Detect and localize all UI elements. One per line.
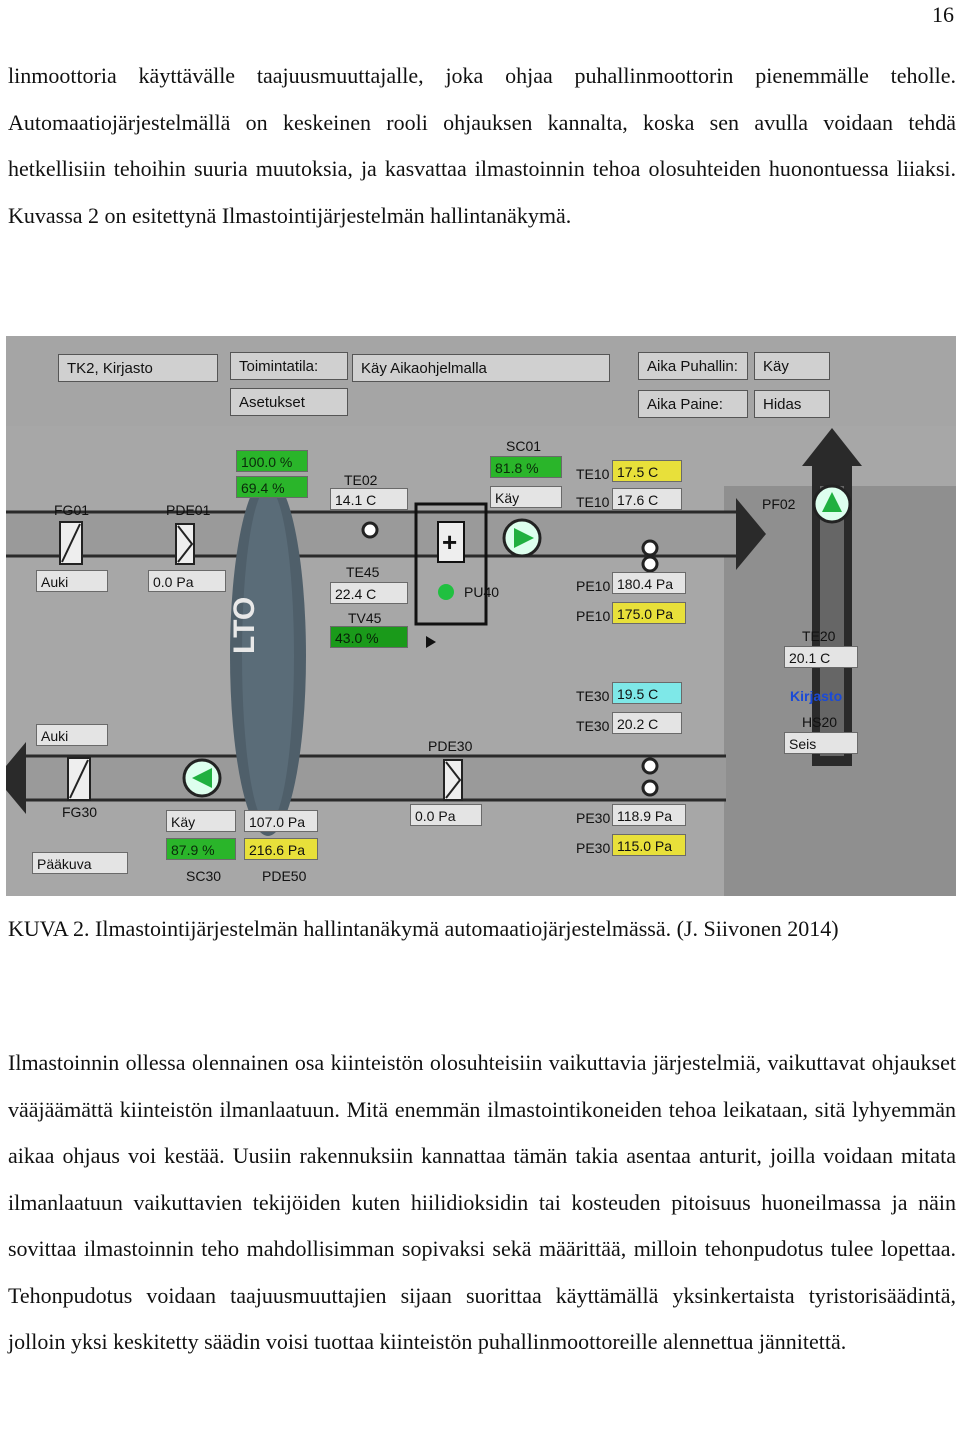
- pe30-value-2: 115.0 Pa: [612, 834, 686, 856]
- pde01-value: 0.0 Pa: [148, 570, 226, 592]
- pe30-tag-1: PE30: [576, 810, 611, 826]
- room-name: Kirjasto: [790, 688, 843, 704]
- pe10-tag-2: PE10: [576, 608, 611, 624]
- sc30-tag: SC30: [186, 868, 222, 884]
- te10-tag-1: TE10: [576, 466, 610, 482]
- fg30-status: Auki: [36, 724, 108, 746]
- hs20-value: Seis: [784, 732, 858, 754]
- pe30-sensor-icon: [643, 781, 657, 795]
- exhaust-duct: [26, 756, 726, 800]
- lto-label: LTO: [228, 596, 261, 654]
- hvac-control-screenshot: [6, 336, 956, 896]
- slow-time-label: Aika Paine:: [638, 390, 748, 418]
- te20-value: 20.1 C: [784, 646, 858, 668]
- mode-label: Toimintatila:: [230, 352, 348, 380]
- te30-value-1: 19.5 C: [612, 682, 682, 704]
- pe30-tag-2: PE30: [576, 840, 611, 856]
- fg01-status: Auki: [36, 570, 108, 592]
- fg01-tag: FG01: [54, 502, 90, 518]
- pe30-value-1: 118.9 Pa: [612, 804, 686, 826]
- te02-value: 14.1 C: [330, 488, 408, 510]
- tv45-value: 43.0 %: [330, 626, 408, 648]
- pf02-tag: PF02: [762, 496, 796, 512]
- pde01-tag: PDE01: [166, 502, 211, 518]
- hs20-tag: HS20: [802, 714, 838, 730]
- sc30-value: 87.9 %: [166, 838, 236, 860]
- te45-value: 22.4 C: [330, 582, 408, 604]
- paragraph-intro: linmoottoria käyttävälle taajuusmuuttajalle, joka ohjaa puhallinmoottorin pienemmälle teholle. Automaatiojärjestelmällä on keskeinen rooli ohjauksen kannalta, koska sen avulla voidaan tehdä hetkellisiin tehoihin suuria muutoksia, ja kasvattaa ilmastoinnin tehoa olosuhteiden huonontuessa liiaksi. Kuvassa 2 on esitettynä Ilmastointijärjestelmän hallintanäkymä.: [8, 63, 956, 228]
- tv45-tag: TV45: [348, 610, 382, 626]
- te02-sensor-icon: [363, 523, 377, 537]
- stack-arrow-icon: [802, 428, 862, 466]
- sc01-value: 81.8 %: [490, 456, 562, 478]
- svg-text:+: +: [442, 527, 458, 557]
- mode-value: Käy Aikaohjelmalla: [352, 354, 610, 382]
- te30-tag-2: TE30: [576, 718, 610, 734]
- fg30-tag: FG30: [62, 804, 98, 820]
- exhaust-arrow-icon: [6, 742, 26, 814]
- te10-value-1: 17.5 C: [612, 460, 682, 482]
- sc30-status: Käy: [166, 810, 236, 832]
- pde50-value-1: 107.0 Pa: [244, 810, 318, 832]
- pde50-value-2: 216.6 Pa: [244, 838, 318, 860]
- tv45-valve-icon: [426, 636, 436, 648]
- te10-value-2: 17.6 C: [612, 488, 682, 510]
- unit-name: TK2, Kirjasto: [58, 354, 218, 382]
- page-number: 16: [932, 2, 954, 27]
- te45-tag: TE45: [346, 564, 380, 580]
- pe10-sensor-icon: [643, 557, 657, 571]
- lto-value-1: 100.0 %: [236, 450, 308, 472]
- lto-value-2: 69.4 %: [236, 476, 308, 498]
- pu40-pump-icon: [438, 584, 454, 600]
- pe10-value-1: 180.4 Pa: [612, 572, 686, 594]
- sc01-status: Käy: [490, 486, 562, 508]
- te02-tag: TE02: [344, 472, 378, 488]
- paragraph-body: Ilmastoinnin ollessa olennainen osa kiinteistön olosuhteisiin vaikuttavia järjestelmiä, vaikuttavat ohjaukset vääjäämättä kiinteistön ilmanlaatuun. Mitä enemmän ilmastointikoneiden tehoa leikataan, sitä lyhyemmän aikaa ohjaus voi kestää. Uusiin rakennuksiin kannattaa tämän takia asentaa anturit, joilla voidaan mitata ilmanlaatuun vaikuttavien tekijöiden kuten hiilidioksidin tai kosteuden pitoisuus huoneilmassa ja näin sovittaa ilmastoinnin teho mahdollisimman sopivaksi sekä määrittää, milloin tehonpudotus tulee lopettaa. Tehonpudotus voidaan taajuusmuuttajien sijaan suorittaa käyttämällä yksinkertaista tyristorisäädintä, jolloin yksi keskitetty säädin voisi tuottaa kiinteistön puhallinmoottoreille alennettua jännitettä.: [8, 1050, 956, 1354]
- te30-value-2: 20.2 C: [612, 712, 682, 734]
- te20-tag: TE20: [802, 628, 836, 644]
- pde50-tag: PDE50: [262, 868, 307, 884]
- pe10-value-2: 175.0 Pa: [612, 602, 686, 624]
- sc01-tag: SC01: [506, 438, 542, 454]
- pe10-tag-1: PE10: [576, 578, 611, 594]
- pu40-tag: PU40: [464, 584, 500, 600]
- home-button[interactable]: Pääkuva: [32, 852, 128, 874]
- te30-tag-1: TE30: [576, 688, 610, 704]
- te30-sensor-icon: [643, 759, 657, 773]
- figure-caption: KUVA 2. Ilmastointijärjestelmän hallintanäkymä automaatiojärjestelmässä. (J. Siivonen 2014): [8, 916, 839, 941]
- slow-time-value: Hidas: [754, 390, 830, 418]
- te10-tag-2: TE10: [576, 494, 610, 510]
- fan-time-value: Käy: [754, 352, 830, 380]
- pde30-value: 0.0 Pa: [410, 804, 482, 826]
- fan-time-label: Aika Puhallin:: [638, 352, 748, 380]
- te10-sensor-icon: [643, 541, 657, 555]
- settings-button[interactable]: Asetukset: [230, 388, 348, 416]
- pde30-tag: PDE30: [428, 738, 473, 754]
